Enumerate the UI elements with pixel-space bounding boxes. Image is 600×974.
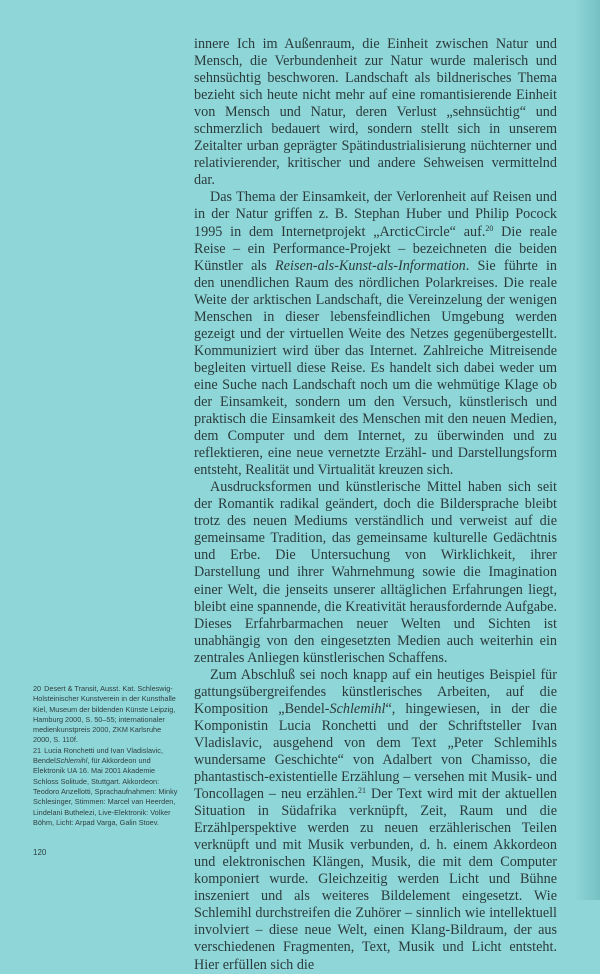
body-paragraph-3: [194, 479, 557, 667]
footnotes: [33, 684, 181, 828]
body-paragraph-2-text-a: Das Thema der Einsamkeit, der Verlorenheit auf Reisen und in der Natur griffen z. B. Stephan Huber und Philip Pocock 1995 in dem Internetprojekt „ArcticCircle“ auf.: [194, 189, 557, 240]
body-paragraph-4-text-b: “, hingewiesen, in der die Komponistin Lucia Ronchetti und der Schriftsteller Ivan Vladislavic, ausgehend von dem Text „Peter Schlemihls wundersame Geschichte“ von Adalbert von Chamisso, die phantastisch-existentielle Erzählung – versehen mit Musik- und Toncollagen – neu erzählen.: [194, 700, 557, 803]
body-paragraph-2: [194, 189, 557, 479]
footnote-20-number: 20: [33, 684, 42, 693]
footnote-ref-21: 21: [358, 786, 367, 796]
footnote-21-text-b: , für Akkordeon und Elektronik UA 16. Mai 2001 Akademie Schloss Solitude, Stuttgart. Akkordeon: Teodoro Anzellotti, Sprachaufnahmen: Minky Schlesinger, Stimmen: Marcel van Heerden, Lindelani Buthelezi, Live-Elektronik: Volker Böhm, Licht: Arpad Varga, Galin Stoev.: [33, 756, 178, 827]
footnote-21-emphasis: Schlemihl: [55, 756, 88, 766]
page-spine-shadow: [574, 0, 600, 900]
body-paragraph-2-text-b: Die reale Reise – ein Performance-Projekt – bezeichneten die beiden Künstler als: [194, 223, 558, 274]
body-paragraph-4-emphasis: Schlemihl: [329, 700, 386, 717]
footnote-20-text: Desert & Transit, Ausst. Kat. Schleswig-Holsteinischer Kunstverein in der Kunsthalle Kiel, Museum der bildenden Künste Leipzig, Hamburg 2000, S. 50–55; internationaler medienkunstpreis 2000, ZKM Karlsruhe 2000, S. 110f.: [33, 684, 176, 745]
footnote-21-number: 21: [33, 745, 42, 755]
footnote-21-text-a: Lucia Ronchetti und Ivan Vladislavic, Bendel: [33, 745, 163, 766]
footnote-21: [33, 746, 181, 828]
body-paragraph-1: [194, 36, 557, 189]
footnote-20: [33, 684, 181, 746]
footnote-ref-20: 20: [485, 223, 494, 233]
body-paragraph-2-text-c: . Sie führte in den unendlichen Raum des nördlichen Polarkreises. Die reale Weite der arktischen Landschaft, die Vereinzelung der wenigen Menschen in dieser lebensfeindlichen Umgebung werden gezeigt und der virtuellen Weite des Netzes gegenübergestellt. Kommuniziert wird über das Internet. Zahlreiche Mitreisende begleiten virtuell diese Reise. Es handelt sich dabei weder um eine Suche nach Landschaft noch um die wehmütige Klage ob der Einsamkeit, sondern um den Versuch, künstlerisch und praktisch die Einsamkeit des Menschen mit den neuen Medien, dem Computer und dem Internet, zu überwinden und zu reflektieren, eine neue vernetzte Erzähl- und Darstellungsform entsteht, Realität und Virtualität kreuzen sich.: [194, 257, 557, 479]
page-number: 120: [33, 848, 47, 857]
body-paragraph-1-text: innere Ich im Außenraum, die Einheit zwischen Natur und Mensch, die Verbundenheit zur Natur wurde malerisch und sehnsüchtig beschworen. Landschaft als bildnerisches Thema bezieht sich heute nicht mehr auf eine romantisierende Einheit von Mensch und Natur, deren Verlust „sehnsüchtig“ und schmerzlich bedauert wird, sondern stellt sich in unserem Zeitalter urban geprägter Spätindustrialisierung nüchterner und relativierender, kritischer und andere Sehweisen vermittelnd dar.: [194, 36, 557, 189]
body-paragraph-4-text-c: Der Text wird mit der aktuellen Situation in Südafrika verknüpft, Zeit, Raum und die Erzählperspektive werden zu neuen erzählerischen Teilen verknüpft und mit Musik verbunden, d. h. einem Akkordeon und elektronischen Klängen, Musik, die mit dem Computer komponiert wurde. Gleichzeitig werden Licht und Bühne inszeniert und als weiteres Bildelement eingesetzt. Wie Schlemihl durchstreifen die Zuhörer – sinnlich wie intellektuell involviert – diese neue Welt, einen Klang-Bildraum, der aus verschiedenen Fragmenten, Text, Musik und Licht entsteht. Hier erfüllen sich die: [194, 786, 557, 973]
body-paragraph-4-text-a: Zum Abschluß sei noch knapp auf ein heutiges Beispiel für gattungsübergreifendes künstlerisches Arbeiten, auf die Komposition „Bendel-: [194, 666, 557, 717]
main-text-column: [194, 36, 557, 974]
body-paragraph-2-emphasis: Reisen-als-Kunst-als-Information: [275, 257, 466, 274]
body-paragraph-3-text: Ausdrucksformen und künstlerische Mittel haben sich seit der Romantik radikal geändert, doch die Bildersprache bleibt trotz des neuen Mediums verständlich und verweist auf die gemeinsame Tradition, das gemeinsame kulturelle Gedächtnis und Erbe. Die Untersuchung von Wirklichkeit, ihrer Darstellung und ihrer Wahrnehmung sowie die Imagination einer Welt, die jenseits unserer alltäglichen Erfahrungen liegt, bleibt eine spannende, die Kreativität herausfordernde Aufgabe. Dieses Erfahrbarmachen neuer Welten und Sichten ist unabhängig von den eingesetzten Medien auch weiterhin ein zentrales Anliegen künstlerischen Schaffens.: [194, 479, 557, 666]
body-paragraph-4: [194, 667, 557, 974]
